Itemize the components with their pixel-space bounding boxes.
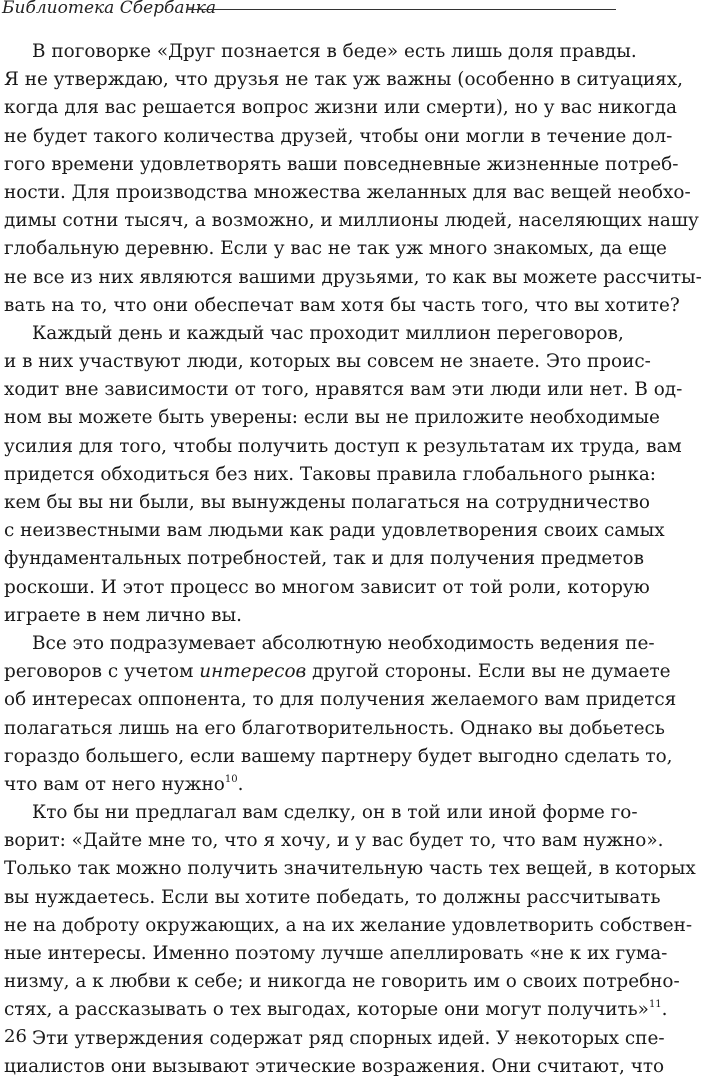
text-segment: ности. Для производства множества желанных для вас вещей необхо- bbox=[4, 181, 691, 203]
text-segment: когда для вас решается вопрос жизни или смерти), но у вас никогда bbox=[4, 97, 677, 119]
body-text bbox=[4, 38, 702, 1081]
text-segment: что вам от него нужно bbox=[4, 773, 225, 795]
text-line bbox=[4, 715, 665, 743]
text-line bbox=[4, 207, 699, 235]
footnote-ref: 11 bbox=[648, 999, 662, 1011]
running-head bbox=[0, 0, 616, 20]
text-segment: другой стороны. Если вы не думаете bbox=[306, 661, 671, 683]
text-line bbox=[4, 376, 683, 404]
text-segment: димы сотни тысяч, а возможно, и миллионы людей, населяющих нашу bbox=[4, 210, 699, 232]
text-line bbox=[4, 404, 660, 432]
text-line bbox=[4, 743, 673, 771]
text-line bbox=[4, 66, 683, 94]
text-segment: усилия для того, чтобы получить доступ к результатам их труда, вам bbox=[4, 435, 682, 457]
text-line bbox=[4, 1025, 665, 1053]
text-segment: реговоров с учетом bbox=[4, 661, 200, 683]
text-segment: стях, а рассказывать о тех выгодах, которые они могут получить» bbox=[4, 999, 649, 1021]
footnote-ref: 10 bbox=[224, 773, 238, 785]
footer-mark bbox=[514, 1040, 538, 1041]
text-line bbox=[4, 348, 651, 376]
running-head-title: Библиотека Сбербанка bbox=[2, 0, 217, 18]
text-segment: Эти утверждения содержат ряд спорных идей. У некоторых спе- bbox=[32, 1027, 665, 1049]
text-line bbox=[4, 292, 680, 320]
text-line bbox=[4, 489, 650, 517]
text-segment: полагаться лишь на его благотворительность. Однако вы добьетесь bbox=[4, 717, 665, 739]
text-line bbox=[4, 602, 612, 630]
text-segment: Я не утверждаю, что друзья не так уж важны (особенно в ситуациях, bbox=[4, 69, 683, 91]
text-segment: глобальную деревню. Если у вас не так уж много знакомых, да еще bbox=[4, 238, 667, 260]
page-number: 26 bbox=[4, 1026, 27, 1047]
text-line bbox=[4, 94, 677, 122]
text-segment: циалистов они вызывают этические возражения. Они считают, что bbox=[4, 1055, 665, 1077]
text-segment: играете в нем лично вы. bbox=[4, 604, 243, 626]
text-line bbox=[4, 517, 665, 545]
text-line bbox=[4, 264, 702, 292]
text-segment: Все это подразумевает абсолютную необходимость ведения пе- bbox=[32, 632, 655, 654]
text-line bbox=[4, 658, 671, 686]
text-segment: не на доброту окружающих, а на их желание удовлетворить собствен- bbox=[4, 914, 693, 936]
text-segment: не будет такого количества друзей, чтобы они могли в течение дол- bbox=[4, 125, 673, 147]
text-segment: с неизвестными вам людьми как ради удовлетворения своих самых bbox=[4, 520, 665, 542]
text-segment: гого времени удовлетворять ваши повседневные жизненные потреб- bbox=[4, 153, 679, 175]
text-line bbox=[4, 686, 677, 714]
text-line bbox=[4, 433, 682, 461]
text-segment: ные интересы. Именно поэтому лучше апеллировать «не к их гума- bbox=[4, 943, 668, 964]
text-line bbox=[4, 940, 668, 968]
text-segment: Кто бы ни предлагал вам сделку, он в той или иной форме го- bbox=[32, 802, 638, 824]
text-segment: ворит: «Дайте мне то, что я хочу, и у вас будет то, что вам нужно». bbox=[4, 830, 664, 852]
text-line bbox=[4, 235, 667, 263]
text-segment: придется обходиться без них. Таковы правила глобального рынка: bbox=[4, 463, 656, 485]
text-segment: низму, а к любви к себе; и никогда не говорить им о своих потребно- bbox=[4, 971, 680, 993]
text-line bbox=[4, 320, 624, 348]
text-line bbox=[4, 151, 679, 179]
text-line bbox=[4, 461, 656, 489]
text-line bbox=[4, 630, 655, 658]
running-head-rule bbox=[188, 9, 616, 10]
text-line bbox=[4, 123, 673, 151]
emphasis: интересов bbox=[199, 661, 307, 683]
text-line bbox=[4, 1053, 665, 1081]
text-segment: гораздо большего, если вашему партнеру будет выгодно сделать то, bbox=[4, 745, 673, 767]
text-line bbox=[4, 855, 696, 883]
text-segment: кем бы вы ни были, вы вынуждены полагаться на сотрудничество bbox=[4, 492, 650, 513]
text-line: что вам от него нужно$^{10}$. bbox=[4, 773, 244, 795]
text-line bbox=[4, 912, 693, 940]
text-line bbox=[4, 38, 637, 66]
text-segment: вать на то, что они обеспечат вам хотя бы часть того, что вы хотите? bbox=[4, 294, 680, 316]
text-segment: ном вы можете быть уверены: если вы не приложите необходимые bbox=[4, 407, 660, 429]
text-segment: ходит вне зависимости от того, нравятся вам эти люди или нет. В од- bbox=[4, 379, 683, 401]
text-segment: вы нуждаетесь. Если вы хотите победать, то должны рассчитывать bbox=[4, 886, 661, 908]
text-line bbox=[4, 545, 644, 573]
text-segment: роскоши. И этот процесс во многом зависит от той роли, которую bbox=[4, 576, 650, 598]
text-line bbox=[4, 574, 650, 602]
text-line bbox=[4, 884, 661, 912]
text-line bbox=[4, 799, 638, 827]
text-line bbox=[4, 968, 680, 996]
text-segment: фундаментальных потребностей, так и для получения предметов bbox=[4, 548, 644, 570]
text-segment: Только так можно получить значительную часть тех вещей, в которых bbox=[4, 858, 696, 880]
text-segment: и в них участвуют люди, которых вы совсем не знаете. Это проис- bbox=[4, 351, 651, 373]
text-segment: об интересах оппонента, то для получения желаемого вам придется bbox=[4, 689, 677, 711]
text-line bbox=[4, 827, 664, 855]
text-segment: В поговорке «Друг познается в беде» есть лишь доля правды. bbox=[32, 41, 637, 62]
text-segment: не все из них являются вашими друзьями, то как вы можете рассчиты- bbox=[4, 266, 702, 288]
text-line: стях, а рассказывать о тех выгодах, которые они могут получить»$^{11}$. bbox=[4, 999, 668, 1021]
text-segment: Каждый день и каждый час проходит миллион переговоров, bbox=[32, 322, 624, 344]
text-line bbox=[4, 179, 691, 207]
